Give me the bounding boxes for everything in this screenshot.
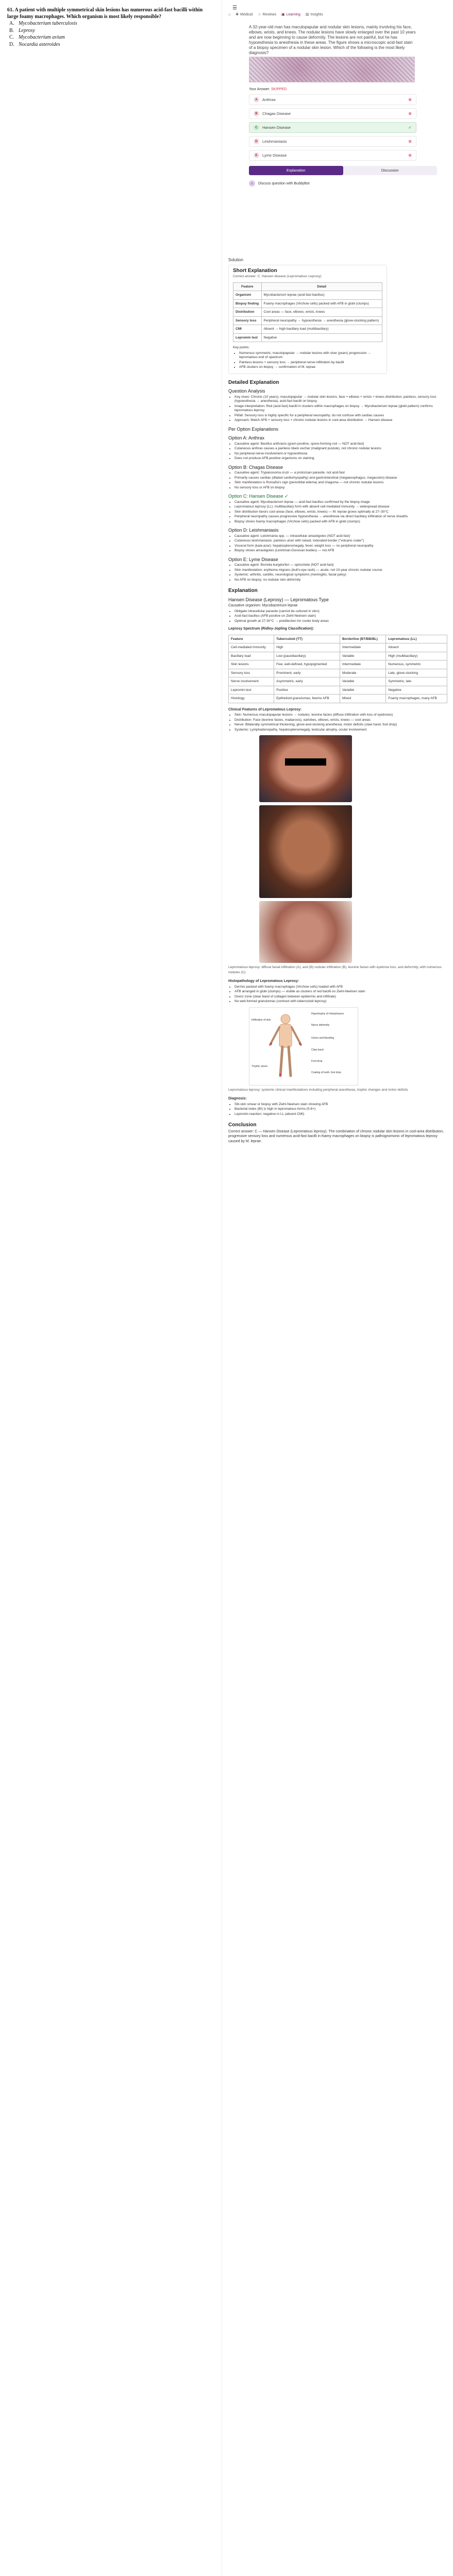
- check-icon: ✓: [408, 125, 412, 130]
- diagnosis-list: [228, 1103, 447, 1117]
- list-item: • Causative agent: Mycobacterium leprae — acid-fast bacillus confirmed by the biopsy image: [234, 500, 447, 505]
- table-row: Histology Epithelioid granulomas, few/no AFB Mixed Foamy macrophages, many AFB: [229, 694, 447, 703]
- list-item: • No AFB on biopsy; no nodular skin deformity: [234, 578, 447, 583]
- wrong-icon: ⊗: [408, 139, 412, 144]
- your-answer: Your Answer: SKIPPED: [249, 88, 287, 91]
- diagram-caption: Lepromatous leprosy: systemic clinical manifestations including peripheral anesthesia, trophic changes and motor deficits: [228, 1088, 408, 1092]
- discussion-button[interactable]: Discussion: [343, 166, 438, 175]
- clinical-heading: Clinical Features of Lepromatous Leprosy:: [228, 707, 302, 711]
- table-header: Tuberculoid (TT): [274, 635, 340, 643]
- choice-c[interactable]: [249, 122, 416, 133]
- clinical-list: [228, 713, 447, 732]
- photo-caption: Lepromatous leprosy: diffuse facial infiltration (A), and (B) nodular infiltration (B), leonine facies with eyebrow loss, and deformity, with numerous nodules (C): [228, 965, 442, 974]
- per-option-heading: Per Option Explanations: [228, 426, 279, 432]
- book-icon: ▣: [281, 13, 285, 16]
- choice-text: Anthrax: [262, 97, 276, 102]
- correct-answer: Correct answer: C. Hansen disease (Lepromatous Leprosy): [233, 275, 322, 278]
- spectrum-heading: Leprosy Spectrum (Ridley-Jopling Classification):: [228, 627, 314, 631]
- table-row: Cell-mediated immunity High Intermediate Absent: [229, 643, 447, 652]
- list-item: • Causative agent: Borrelia burgdorferi — spirochete (NOT acid-fast): [234, 563, 447, 568]
- choice-text: Lyme Disease: [262, 153, 287, 158]
- table-row: Lepromin test Negative: [233, 333, 382, 342]
- hamburger-icon[interactable]: ☰: [232, 5, 237, 11]
- body-diagram: [249, 1007, 358, 1086]
- biopsy-image: [249, 57, 415, 82]
- table-row: Distribution Cool areas — face, elbows, wrists, knees: [233, 308, 382, 317]
- detailed-heading: Detailed Explanation: [228, 379, 279, 385]
- diagram-label: Infiltration of skin: [251, 1018, 271, 1022]
- patient-photo-2: [259, 805, 352, 898]
- lp-title: Hansen Disease (Leprosy) — Lepromatous Type: [228, 597, 329, 602]
- table-header: Feature: [229, 635, 274, 643]
- privacy-bar: [285, 758, 326, 766]
- table-row: CMI Absent → high bacillary load (multibacillary): [233, 325, 382, 334]
- option-c: C. Mycobacterium avium: [9, 35, 65, 40]
- diagram-label: Trophic ulcers: [251, 1064, 268, 1068]
- diagram-label: Claw hand: [311, 1048, 324, 1052]
- choice-letter: B: [254, 111, 259, 116]
- list-item: • Key clues: Chronic (10 years), maculopapular → nodular skin lesions, face + elbows + wrists + knees distribution, painless, sensory loss (hypoesthesia → anesthesia), acid-fast bacilli on biopsy: [234, 395, 447, 404]
- list-item: • Image interpretation: Red (acid-fast) bacilli in clusters within macrophages on biopsy → Mycobacterium leprae (globi pattern) confirms lepromatous leprosy: [234, 404, 447, 413]
- option-a-title: Option A: Anthrax: [228, 435, 265, 440]
- spectrum-table: [228, 635, 447, 703]
- list-item: • Biopsy shows foamy macrophages (Virchow cells) packed with AFB in globi (clumps): [234, 520, 447, 524]
- nav-tabs: [228, 12, 323, 16]
- list-item: • Skin: Numerous maculopapular lesions → nodules; leonine facies (diffuse infiltration with loss of eyebrows): [234, 713, 447, 718]
- list-item: • No sensory loss or AFB on biopsy: [234, 486, 447, 490]
- choice-e[interactable]: [249, 150, 416, 161]
- table-row: Lepromin test Positive Variable Negative: [229, 686, 447, 694]
- diagram-label: Hypertrophy of rhinopharynx: [311, 1012, 344, 1015]
- explanation-heading: Explanation: [228, 588, 258, 594]
- lp-agent: Causative organism: Mycobacterium leprae: [228, 604, 298, 607]
- option-a: A. Mycobacterium tuberculosis: [9, 21, 77, 26]
- explanation-button[interactable]: Explanation: [249, 166, 343, 175]
- list-item: • Cutaneous anthrax causes a painless black eschar (malignant pustule), not chronic nodular lesions: [234, 447, 447, 451]
- list-item: • Peripheral neuropathy causes progressive hypoesthesia → anesthesia via direct bacillary infiltration of nerve sheaths: [234, 515, 447, 519]
- tab-home[interactable]: [228, 12, 230, 16]
- key-points-label: Key points:: [233, 346, 250, 349]
- option-d-title: Option D: Leishmaniasis: [228, 528, 279, 533]
- list-item: • Numerous symmetric, maculopapular → nodular lesions with slow (years) progression → lepromatous end of spectrum: [239, 351, 382, 360]
- star-icon: ☆: [258, 13, 261, 16]
- list-item: • Biopsy shows amastigotes (Leishman-Donovan bodies) — not AFB: [234, 549, 447, 553]
- question-sheet: [0, 0, 222, 2576]
- list-item: • Pitfall: Sensory loss is highly specific for a peripheral neuropathy; do not confuse with cardiac causes: [234, 414, 447, 418]
- list-item: • Acid-fast bacillus (AFB positive on Ziehl-Neelsen stain): [234, 614, 447, 619]
- list-item: • Distribution: Face (leonine facies, madarosis), earlobes, elbows, wrists, knees — cool areas: [234, 718, 447, 723]
- diagnosis-heading: Diagnosis:: [228, 1097, 247, 1100]
- list-item: • Nerve: Bilaterally symmetrical thickening; glove-and-stocking anesthesia; motor deficits (claw hand, foot drop): [234, 723, 447, 727]
- list-item: • Lepromatous leprosy (LL): multibacillary form with absent cell-mediated immunity → widespread disease: [234, 505, 447, 510]
- list-item: • AFB clusters on biopsy → confirmation of M. leprae: [239, 365, 382, 370]
- list-item: • Slit-skin smear or biopsy with Ziehl-Neelsen stain showing AFB: [234, 1103, 447, 1107]
- table-header: Feature: [233, 282, 262, 291]
- lp-list: [228, 609, 447, 624]
- option-d: D. Nocardia asteroides: [9, 41, 60, 47]
- choice-letter: D: [254, 139, 259, 144]
- choice-b[interactable]: [249, 108, 416, 119]
- option-b-list: [228, 471, 447, 490]
- choice-d[interactable]: [249, 136, 416, 147]
- top-bar: [222, 0, 453, 21]
- key-points: [233, 351, 382, 370]
- bot-avatar-icon: ☺: [249, 180, 255, 187]
- option-c-title: Option C: Hansen Disease ✓: [228, 494, 289, 499]
- conclusion-text: Correct answer: C — Hansen Disease (Lepromatous leprosy). The combination of chronic nodular skin lesions in cool-area distribution, progressive sensory loss and numerous acid-fast bacilli in foamy macrophages on biopsy is pathognomonic of lepromatous leprosy caused by M. leprae.: [228, 1129, 444, 1143]
- choice-text: Chagas Disease: [262, 111, 291, 116]
- tab-insights[interactable]: ▤ Insights: [305, 12, 323, 16]
- list-item: • Painless lesions + sensory loss → peripheral nerve infiltration by bacilli: [239, 361, 382, 365]
- answer-status: SKIPPED: [271, 88, 287, 91]
- question-block: [7, 7, 213, 48]
- diagram-label: Coating of tooth, foot drop: [311, 1071, 341, 1074]
- list-item: • Skin distribution favors cool areas (face, elbows, wrists, knees) — M. leprae grows optimally at 27–30°C: [234, 510, 447, 515]
- table-header: Borderline (BT/BB/BL): [340, 635, 385, 643]
- conclusion-heading: Conclusion: [228, 1122, 257, 1128]
- list-item: • AFB arranged in globi (clumps) — visible as clusters of red bacilli on Ziehl-Neelsen stain: [234, 990, 447, 994]
- list-item: • Primarily causes cardiac (dilated cardiomyopathy) and gastrointestinal (megaesophagus, megacolon) disease: [234, 476, 447, 481]
- list-item: • Does not produce AFB-positive organisms on staining: [234, 456, 447, 461]
- list-item: • Dermis packed with foamy macrophages (Virchow cells) loaded with AFB: [234, 985, 447, 990]
- discuss-bot[interactable]: [249, 180, 447, 187]
- table-row: Organism Mycobacterium leprae (acid-fast bacillus): [233, 291, 382, 300]
- histo-list: [228, 985, 447, 1004]
- list-item: • Cutaneous leishmaniasis: painless ulcer with raised, indurated border ("volcano crater"): [234, 539, 447, 544]
- diagram-label: Ulcers and bleeding: [311, 1036, 334, 1040]
- diagram-label: Foot drop: [311, 1059, 323, 1063]
- qa-heading: Question Analysis: [228, 388, 265, 394]
- table-header: Lepromatous (LL): [386, 635, 447, 643]
- short-explanation: [228, 265, 387, 374]
- choice-text: Hansen Disease: [262, 125, 291, 130]
- list-item: • Causative agent: Trypanosoma cruzi — a protozoan parasite, not acid-fast: [234, 471, 447, 476]
- solution-content: [228, 258, 447, 1144]
- option-a-list: [228, 442, 447, 461]
- tab-learning[interactable]: ▣ Learning: [281, 12, 300, 16]
- list-item: • Causative agent: Bacillus anthracis (gram-positive, spore-forming rod — NOT acid-fast): [234, 442, 447, 447]
- list-item: • No peripheral nerve involvement or hypoesthesia: [234, 452, 447, 456]
- choice-letter: A: [254, 97, 259, 103]
- patient-photo-1: [259, 735, 352, 802]
- list-item: • No well-formed granulomas (contrast with tuberculoid leprosy): [234, 999, 447, 1004]
- list-item: • Skin manifestation: erythema migrans (bull's-eye rash) — acute, not 10-year chronic nodular course: [234, 568, 447, 573]
- list-item: • Obligate intracellular parasite (cannot be cultured in vitro): [234, 609, 447, 614]
- list-item: • Skin manifestation is Romaña's sign (periorbital edema) and chagoma — not chronic nodular lesions: [234, 481, 447, 485]
- option-d-list: [228, 534, 447, 553]
- histo-heading: Histopathology of Lepromatous Leprosy:: [228, 979, 299, 983]
- choice-text: Leishmaniasis: [262, 139, 287, 144]
- choice-letter: C: [254, 125, 259, 130]
- list-item: • Optimal growth at 27-30°C → predilection for cooler body areas: [234, 619, 447, 624]
- chart-icon: ▤: [305, 13, 309, 16]
- list-item: • Systemic: arthritis, carditis, neurological symptoms (meningitis, facial palsy): [234, 573, 447, 578]
- choice-a[interactable]: [249, 94, 416, 105]
- list-item: • Bacterial index (BI) is high in lepromatous forms (5-6+): [234, 1107, 447, 1112]
- diagram-label: Nerve deformity: [311, 1023, 330, 1027]
- table-row: Sensory loss Peripheral neuropathy → hypoesthesia → anesthesia (glove-stocking pattern): [233, 316, 382, 325]
- list-item: • Approach: Match AFB + sensory loss + chronic nodular lesions in cool-area distribution → Hansen disease: [234, 418, 447, 423]
- wrong-icon: ⊗: [408, 111, 412, 116]
- qa-list: [228, 395, 447, 423]
- table-row: Skin lesions Few, well-defined, hypopigmented Intermediate Numerous, symmetric: [229, 660, 447, 669]
- action-bar: [249, 166, 437, 175]
- summary-table: [233, 282, 382, 343]
- choice-letter: E: [254, 152, 259, 158]
- list-item: • Systemic: Lymphadenopathy, hepatosplenomegaly, testicular atrophy, ocular involvement: [234, 728, 447, 733]
- table-row: Nerve involvement Asymmetric, early Variable Symmetric, late: [229, 677, 447, 686]
- learning-panel: [222, 0, 453, 2576]
- option-b: B. Leprosy: [9, 27, 35, 33]
- tab-medical[interactable]: ✚ Medical: [236, 12, 253, 16]
- table-row: Bacillary load Low (paucibacillary) Variable High (multibacillary): [229, 652, 447, 660]
- option-c-list: [228, 500, 447, 524]
- list-item: • Visceral form (kala-azar): hepatosplenomegaly, fever, weight loss — no peripheral neuropathy: [234, 544, 447, 549]
- home-icon: ⌂: [228, 12, 231, 16]
- wrong-icon: ⊗: [408, 153, 412, 158]
- question-card: [228, 25, 447, 187]
- list-item: • Lepromin reaction: negative in LL (absent CMI): [234, 1112, 447, 1117]
- question-stem: 61. A patient with multiple symmetrical skin lesions has numerous acid-fast bacilli within large foamy macrophages. Which organism is most likely responsible?: [7, 7, 203, 20]
- short-title: Short Explanation: [233, 267, 277, 274]
- option-b-title: Option B: Chagas Disease: [228, 464, 283, 470]
- list-item: • Causative agent: Leishmania spp. — intracellular amastigotes (NOT acid-fast): [234, 534, 447, 539]
- discuss-text: Discuss question with BuddyBot: [258, 181, 310, 185]
- table-row: Sensory loss Prominent, early Moderate Late, glove-stocking: [229, 669, 447, 677]
- stethoscope-icon: ✚: [236, 13, 239, 16]
- wrong-icon: ⊗: [408, 97, 412, 102]
- table-header: Detail: [261, 282, 382, 291]
- tab-reviews[interactable]: ☆ Reviews: [258, 12, 276, 16]
- body-figure: [265, 1013, 306, 1080]
- option-e-title: Option E: Lyme Disease: [228, 556, 278, 562]
- clinical-vignette: A 32-year-old man has maculopapular and nodular skin lesions, mainly involving his face, elbows, wrists, and knees. The nodular lesions have slowly enlarged over the past 10 years and are now beginning to cause deformity. The lesions are not painful, but he has hypoesthesia to anesthesia in these areas. The figure shows a microscopic acid-fast stain of a biopsy specimen of a nodular skin lesion. Which of the following is the most likely diagnosis?: [249, 25, 416, 55]
- patient-photo-3: [259, 901, 352, 963]
- table-row: Biopsy finding Foamy macrophages (Virchow cells) packed with AFB in globi (clumps): [233, 299, 382, 308]
- list-item: • Grenz zone (clear band of collagen between epidermis and infiltrate): [234, 995, 447, 999]
- option-e-list: [228, 563, 447, 582]
- solution-heading: Solution: [228, 258, 243, 262]
